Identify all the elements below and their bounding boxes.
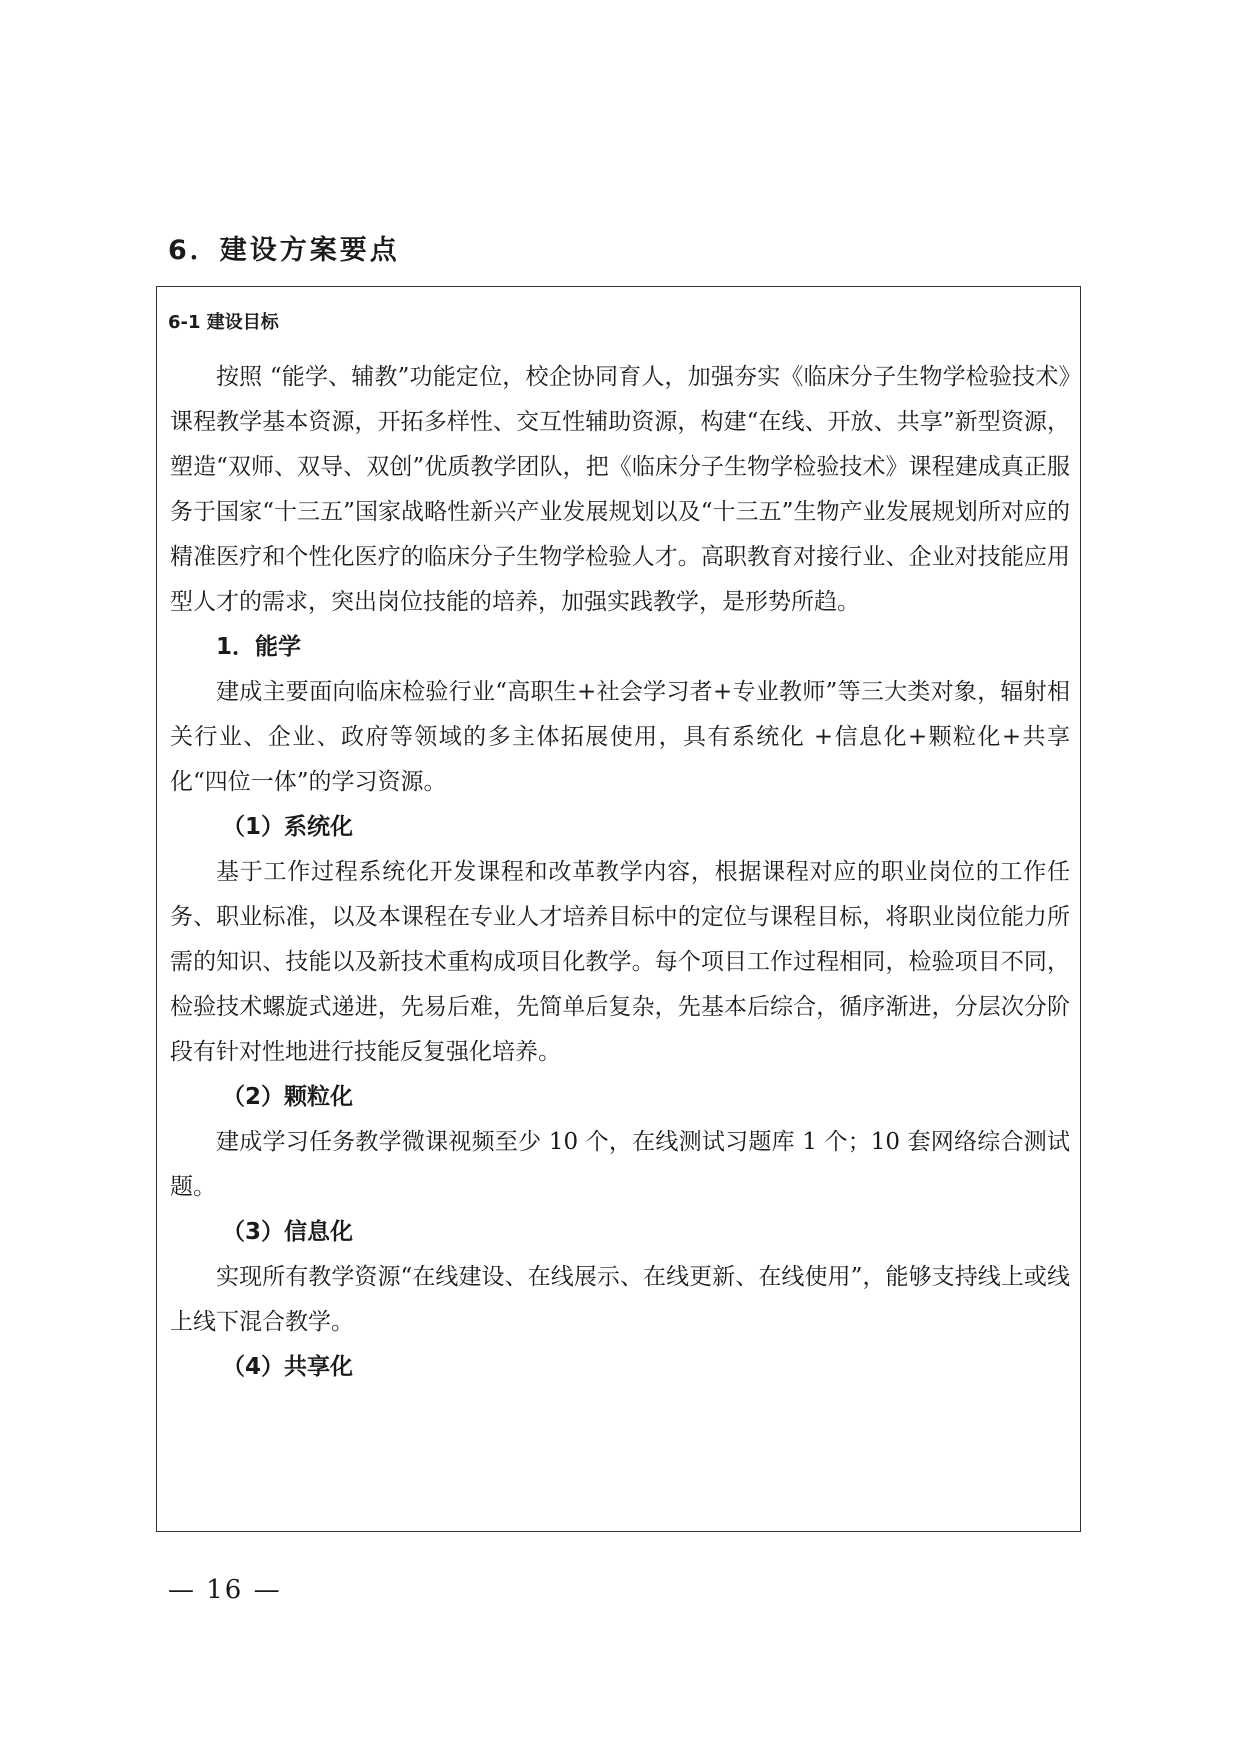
paragraph-xitonghua: 基于工作过程系统化开发课程和改革教学内容，根据课程对应的职业岗位的工作任务、职业标准，以及本课程在专业人才培养目标中的定位与课程目标，将职业岗位能力所需的知识、技能以及新技术重构成项目化教学。每个项目工作过程相同，检验项目不同，检验技术螺旋式递进，先易后难，先简单后复杂，先基本后综合，循序渐进，分层次分阶段有针对性地进行技能反复强化培养。 [170,859,1070,1065]
paragraph-keli: 建成学习任务教学微课视频至少 10 个，在线测试习题库 1 个；10 套网络综合测试题。 [170,1129,1070,1200]
heading-xinxi: （3）信息化 [222,1219,354,1245]
heading-gongxiang: （4）共享化 [222,1354,354,1380]
heading-xitonghua: （1）系统化 [222,814,354,840]
section-heading: 6．建设方案要点 [168,235,400,266]
intro-paragraph: 按照 “能学、辅教”功能定位，校企协同育人，加强夯实《临床分子生物学检验技术》课程教学基本资源，开拓多样性、交互性辅助资源，构建“在线、开放、共享”新型资源，塑造“双师、双导、双创”优质教学团队，把《临床分子生物学检验技术》课程建成真正服务于国家“十三五”国家战略性新兴产业发展规划以及“十三五”生物产业发展规划所对应的精准医疗和个性化医疗的临床分子生物学检验人才。高职教育对接行业、企业对技能应用型人才的需求，突出岗位技能的培养，加强实践教学，是形势所趋。 [170,364,1070,615]
box-content [170,355,1070,1390]
sub-heading: 6-1 建设目标 [168,312,279,333]
paragraph-xinxi: 实现所有教学资源“在线建设、在线展示、在线更新、在线使用”，能够支持线上或线上线下混合教学。 [170,1264,1070,1335]
heading-keli: （2）颗粒化 [222,1084,354,1110]
paragraph-neng-xue: 建成主要面向临床检验行业“高职生+社会学习者+专业教师”等三大类对象，辐射相关行业、企业、政府等领域的多主体拓展使用，具有系统化 +信息化+颗粒化+共享化“四位一体”的学习资源。 [170,679,1070,795]
heading-neng-xue: 1．能学 [216,634,302,660]
page-number: — 16 — [168,1575,282,1605]
